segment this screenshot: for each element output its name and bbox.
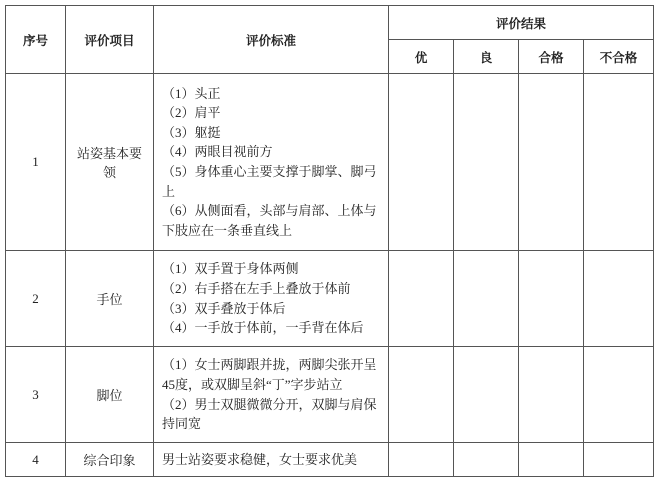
grade-cell[interactable] — [584, 443, 654, 477]
row-index: 1 — [6, 74, 66, 251]
row-criteria — [154, 443, 389, 477]
table-row — [6, 443, 654, 477]
header-grade-fail: 不合格 — [584, 40, 654, 74]
row-criteria — [154, 251, 389, 347]
grade-cell[interactable] — [584, 251, 654, 347]
table-row — [6, 347, 654, 443]
criteria-line: （2）右手搭在左手上叠放于体前 — [162, 280, 351, 296]
header-criteria: 评价标准 — [154, 6, 389, 74]
grade-cell[interactable] — [389, 347, 454, 443]
criteria-line: （1）头正 — [162, 85, 221, 101]
grade-cell[interactable] — [584, 74, 654, 251]
criteria-line: （4）两眼目视前方 — [162, 144, 273, 160]
header-grade-good: 良 — [454, 40, 519, 74]
criteria-line: （1）双手置于身体两侧 — [162, 261, 299, 277]
grade-cell[interactable] — [389, 251, 454, 347]
grade-cell[interactable] — [519, 74, 584, 251]
row-item — [66, 74, 154, 251]
grade-cell[interactable] — [454, 74, 519, 251]
criteria-line: （3）双手叠放于体后 — [162, 300, 286, 316]
row-index: 3 — [6, 347, 66, 443]
row-index: 2 — [6, 251, 66, 347]
header-index: 序号 — [6, 6, 66, 74]
row-criteria — [154, 74, 389, 251]
header-grade-pass: 合格 — [519, 40, 584, 74]
evaluation-table-wrapper — [5, 5, 654, 477]
header-item: 评价项目 — [66, 6, 154, 74]
criteria-line: 男士站姿要求稳健，女士要求优美 — [162, 451, 358, 467]
criteria-line: （2）男士双腿微微分开，双脚与肩保持同宽 — [162, 396, 377, 432]
criteria-line: （5）身体重心主要支撑于脚掌、脚弓上 — [162, 164, 377, 199]
grade-cell[interactable] — [454, 443, 519, 477]
row-criteria — [154, 347, 389, 443]
criteria-line: （3）躯挺 — [162, 124, 221, 140]
table-row — [6, 74, 654, 251]
criteria-line: （6）从侧面看，头部与肩部、上体与下肢应在一条垂直线上 — [162, 203, 377, 238]
grade-cell[interactable] — [519, 443, 584, 477]
grade-cell[interactable] — [454, 251, 519, 347]
row-index: 4 — [6, 443, 66, 477]
header-grade-excellent: 优 — [389, 40, 454, 74]
row-item: 手位 — [66, 251, 154, 347]
criteria-line: （1）女士两脚跟并拢，两脚尖张开呈45度，或双脚呈斜“丁”字步站立 — [162, 357, 377, 392]
grade-cell[interactable] — [454, 347, 519, 443]
row-item-label: 站姿基本要领 — [76, 146, 142, 180]
grade-cell[interactable] — [389, 443, 454, 477]
header-result: 评价结果 — [389, 6, 654, 40]
grade-cell[interactable] — [519, 251, 584, 347]
grade-cell[interactable] — [519, 347, 584, 443]
table-row — [6, 251, 654, 347]
row-item: 综合印象 — [66, 443, 154, 477]
criteria-line: （4）一手放于体前，一手背在体后 — [162, 320, 364, 336]
evaluation-table — [5, 5, 654, 477]
row-item: 脚位 — [66, 347, 154, 443]
grade-cell[interactable] — [389, 74, 454, 251]
criteria-line: （2）肩平 — [162, 105, 221, 121]
grade-cell[interactable] — [584, 347, 654, 443]
